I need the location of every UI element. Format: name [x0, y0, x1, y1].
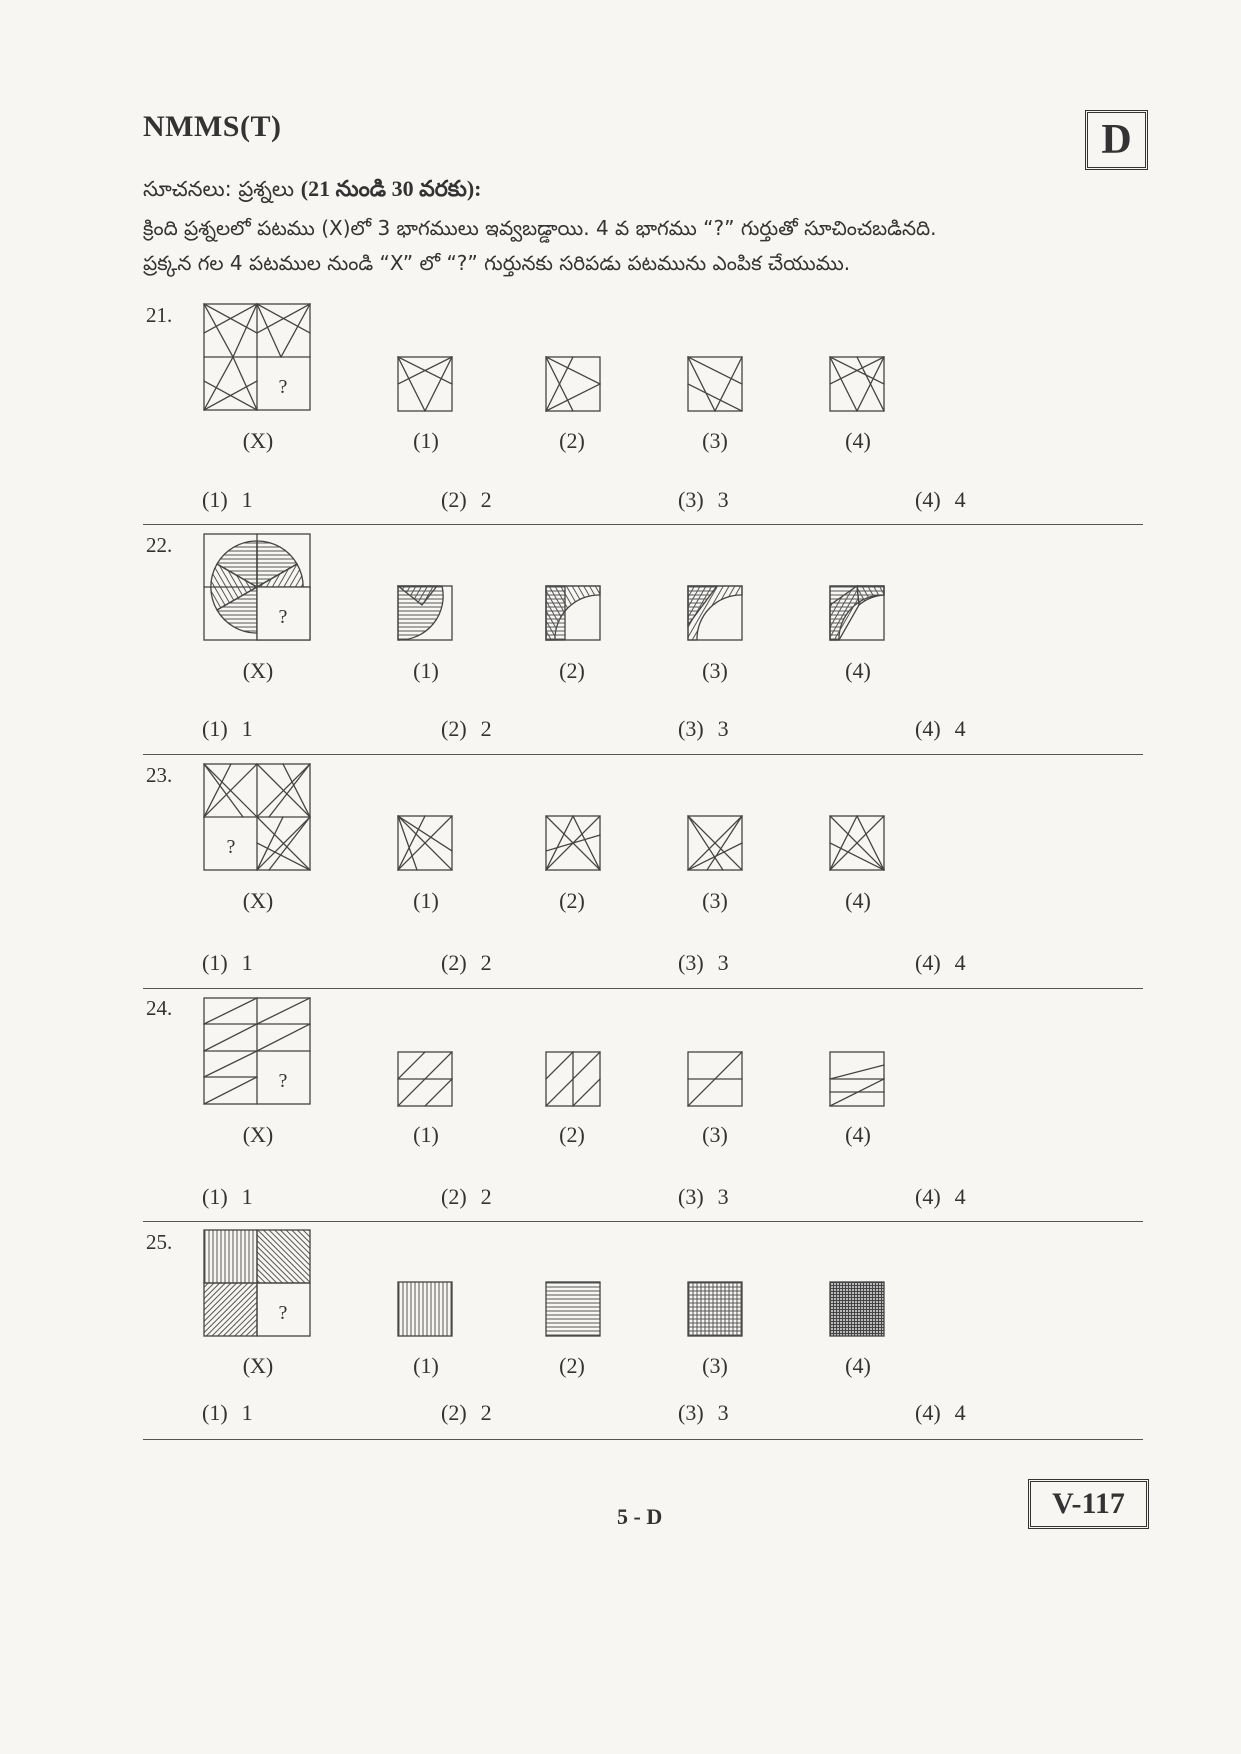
q21-answer-4[interactable]: [915, 487, 966, 513]
divider: [143, 1439, 1143, 1440]
answer-value: 2: [480, 1184, 492, 1209]
q25-label-1: (1): [413, 1353, 439, 1378]
q24-label-4: (4): [845, 1122, 871, 1147]
answer-option: (4): [915, 1400, 941, 1425]
question-22-number: 22.: [146, 533, 173, 557]
question-23-number: 23.: [146, 763, 173, 787]
q24-answer-3[interactable]: [678, 1184, 729, 1210]
q25-option-1[interactable]: [397, 1281, 453, 1337]
instructions-heading-range: (21 నుండి 30 వరకు):: [300, 176, 482, 201]
q23-answer-4[interactable]: [915, 950, 966, 976]
answer-option: (3): [678, 1400, 704, 1425]
q22-label-4: (4): [845, 658, 871, 683]
page-title: NMMS(T): [143, 110, 282, 143]
answer-value: 1: [241, 1184, 253, 1209]
q24-option-2[interactable]: [545, 1051, 601, 1107]
q23-label-3: (3): [702, 888, 728, 913]
q22-option-2[interactable]: [545, 585, 601, 641]
q25-option-2[interactable]: [545, 1281, 601, 1337]
answer-option: (1): [202, 487, 228, 512]
q22-answer-1[interactable]: [202, 716, 253, 742]
answer-value: 4: [954, 1184, 966, 1209]
answer-value: 2: [480, 1400, 492, 1425]
answer-option: (3): [678, 950, 704, 975]
answer-option: (2): [441, 716, 467, 741]
q22-label-x: (X): [242, 658, 274, 683]
q23-option-2[interactable]: [545, 815, 601, 871]
answer-option: (3): [678, 487, 704, 512]
answer-value: 1: [241, 716, 253, 741]
instructions-line-2: ప్రక్కన గల 4 పటముల నుండి “X” లో “?” గుర్తునకు సరిపడు పటమును ఎంపిక చేయుము.: [143, 251, 851, 275]
divider: [143, 524, 1143, 525]
q22-option-1[interactable]: [397, 585, 453, 641]
instructions-heading-prefix: సూచనలు: ప్రశ్నలు: [143, 177, 301, 201]
answer-option: (1): [202, 1400, 228, 1425]
q22-option-3[interactable]: [687, 585, 743, 641]
answer-option: (4): [915, 950, 941, 975]
answer-option: (4): [915, 487, 941, 512]
q23-label-x: (X): [242, 888, 274, 913]
answer-option: (2): [441, 1400, 467, 1425]
answer-option: (1): [202, 1184, 228, 1209]
answer-value: 1: [241, 950, 253, 975]
answer-value: 1: [241, 1400, 253, 1425]
q22-answer-3[interactable]: [678, 716, 729, 742]
answer-option: (4): [915, 1184, 941, 1209]
answer-option: (2): [441, 1184, 467, 1209]
q22-label-2: (2): [559, 658, 585, 683]
q23-option-1[interactable]: [397, 815, 453, 871]
q21-question-mark: ?: [278, 376, 288, 398]
q23-question-mark: ?: [226, 836, 236, 858]
q24-label-x: (X): [242, 1122, 274, 1147]
q25-question-mark: ?: [278, 1302, 288, 1324]
q24-question-mark: ?: [278, 1070, 288, 1092]
q24-option-3[interactable]: [687, 1051, 743, 1107]
answer-value: 3: [717, 1400, 729, 1425]
answer-value: 4: [954, 487, 966, 512]
answer-value: 4: [954, 1400, 966, 1425]
q22-answer-2[interactable]: [441, 716, 492, 742]
q21-answer-3[interactable]: [678, 487, 729, 513]
q21-option-4[interactable]: [829, 356, 885, 412]
answer-option: (1): [202, 716, 228, 741]
instructions-heading: [143, 176, 482, 207]
q25-label-3: (3): [702, 1353, 728, 1378]
q23-answer-3[interactable]: [678, 950, 729, 976]
answer-value: 1: [241, 487, 253, 512]
answer-value: 3: [717, 716, 729, 741]
q25-option-3[interactable]: [687, 1281, 743, 1337]
q25-answer-4[interactable]: [915, 1400, 966, 1426]
q24-answer-1[interactable]: [202, 1184, 253, 1210]
page-number: 5 - D: [617, 1504, 663, 1529]
q22-answer-4[interactable]: [915, 716, 966, 742]
answer-option: (1): [202, 950, 228, 975]
q25-label-x: (X): [242, 1353, 274, 1378]
q21-option-2[interactable]: [545, 356, 601, 412]
q23-label-4: (4): [845, 888, 871, 913]
question-25-number: 25.: [146, 1230, 173, 1254]
q24-figure-x: [203, 997, 311, 1105]
q23-figure-x: [203, 763, 311, 871]
q23-answer-1[interactable]: [202, 950, 253, 976]
q25-label-4: (4): [845, 1353, 871, 1378]
q24-label-2: (2): [559, 1122, 585, 1147]
q24-option-4[interactable]: [829, 1051, 885, 1107]
answer-value: 3: [717, 1184, 729, 1209]
answer-value: 4: [954, 716, 966, 741]
q21-answer-2[interactable]: [441, 487, 492, 513]
answer-value: 3: [717, 950, 729, 975]
q24-answer-4[interactable]: [915, 1184, 966, 1210]
q21-option-3[interactable]: [687, 356, 743, 412]
set-code-box: D: [1085, 110, 1148, 170]
q23-option-3[interactable]: [687, 815, 743, 871]
q24-label-3: (3): [702, 1122, 728, 1147]
q22-option-4[interactable]: [829, 585, 885, 641]
q21-label-3: (3): [702, 428, 728, 453]
q25-label-2: (2): [559, 1353, 585, 1378]
q23-label-1: (1): [413, 888, 439, 913]
q21-figure-x: [203, 303, 311, 411]
answer-option: (2): [441, 487, 467, 512]
q22-label-3: (3): [702, 658, 728, 683]
question-21-number: 21.: [146, 303, 173, 327]
q21-option-1[interactable]: [397, 356, 453, 412]
answer-value: 2: [480, 487, 492, 512]
q21-answer-1[interactable]: [202, 487, 253, 513]
q21-label-4: (4): [845, 428, 871, 453]
answer-value: 2: [480, 950, 492, 975]
q25-figure-x: [203, 1229, 311, 1337]
answer-option: (3): [678, 1184, 704, 1209]
q25-answer-2[interactable]: [441, 1400, 492, 1426]
answer-option: (2): [441, 950, 467, 975]
q21-label-1: (1): [413, 428, 439, 453]
answer-option: (4): [915, 716, 941, 741]
q25-answer-3[interactable]: [678, 1400, 729, 1426]
q23-answer-2[interactable]: [441, 950, 492, 976]
divider: [143, 1221, 1143, 1222]
q22-question-mark: ?: [278, 606, 288, 628]
q21-label-x: (X): [242, 428, 274, 453]
q24-option-1[interactable]: [397, 1051, 453, 1107]
answer-value: 2: [480, 716, 492, 741]
q21-label-2: (2): [559, 428, 585, 453]
divider: [143, 754, 1143, 755]
q24-answer-2[interactable]: [441, 1184, 492, 1210]
question-24-number: 24.: [146, 996, 173, 1020]
q25-answer-1[interactable]: [202, 1400, 253, 1426]
answer-value: 3: [717, 487, 729, 512]
answer-value: 4: [954, 950, 966, 975]
q23-label-2: (2): [559, 888, 585, 913]
q22-label-1: (1): [413, 658, 439, 683]
q22-figure-x: [203, 533, 311, 641]
q25-option-4[interactable]: [829, 1281, 885, 1337]
q24-label-1: (1): [413, 1122, 439, 1147]
divider: [143, 988, 1143, 989]
booklet-code-box: V-117: [1028, 1479, 1149, 1529]
q23-option-4[interactable]: [829, 815, 885, 871]
answer-option: (3): [678, 716, 704, 741]
instructions-line-1: క్రింది ప్రశ్నలలో పటము (X)లో 3 భాగములు ఇవ్వబడ్డాయి. 4 వ భాగము “?” గుర్తుతో సూచించబడినది.: [143, 216, 937, 240]
